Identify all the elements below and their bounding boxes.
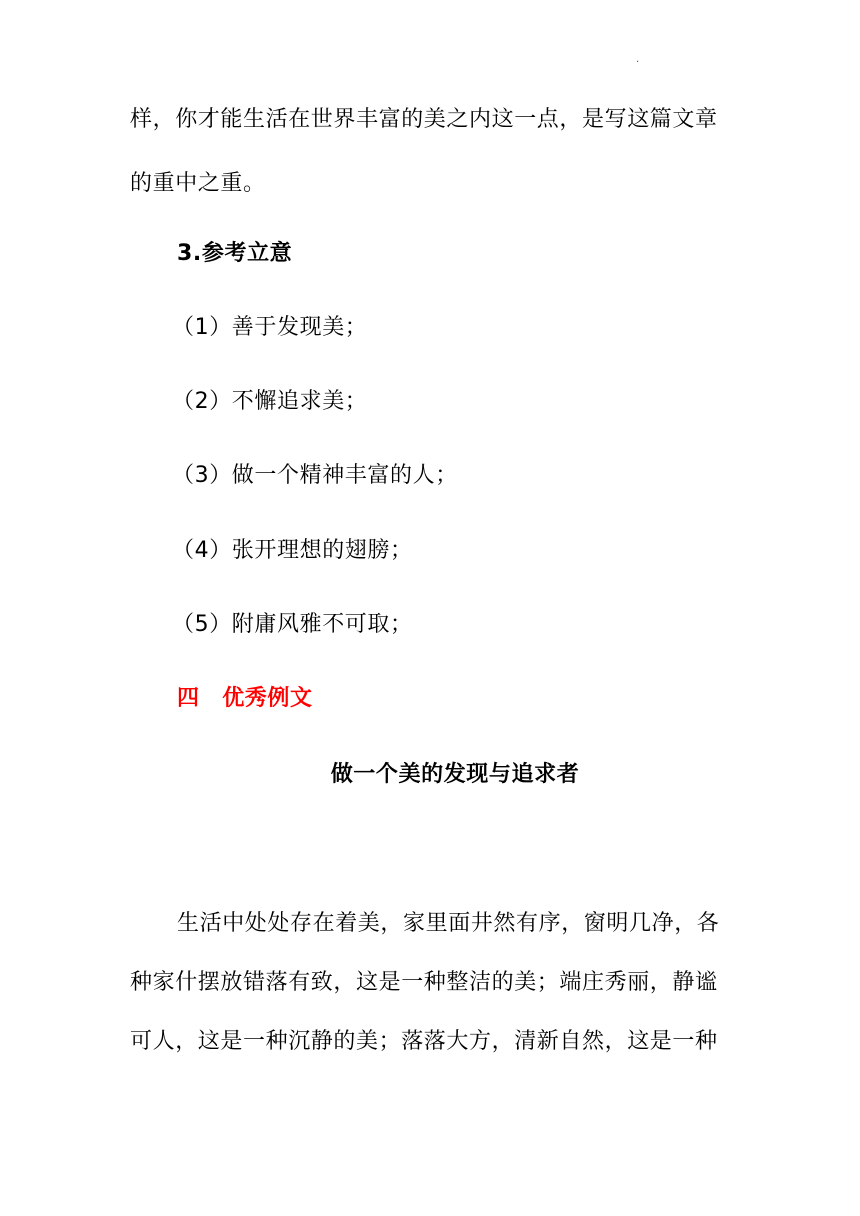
list-item: （2）不懈追求美； — [172, 389, 368, 414]
list-item: （4）张开理想的翅膀； — [172, 538, 413, 563]
paragraph-continued-line-1: 样，你才能生活在世界丰富的美之内这一点，是写这篇文章 — [130, 107, 718, 132]
section-heading-excellent-essay: 四 优秀例文 — [177, 686, 313, 711]
list-item: （3）做一个精神丰富的人； — [172, 463, 458, 488]
essay-paragraph-line-1: 生活中处处存在着美，家里面井然有序，窗明几净，各 — [177, 911, 720, 936]
essay-title: 做一个美的发现与追求者 — [330, 762, 580, 787]
essay-paragraph-line-2: 种家什摆放错落有致，这是一种整洁的美；端庄秀丽，静谧 — [130, 970, 718, 995]
list-item: （5）附庸风雅不可取； — [172, 612, 413, 637]
paragraph-continued-line-2: 的重中之重。 — [130, 171, 266, 196]
section-heading-reference-ideas: 3.参考立意 — [177, 241, 293, 266]
page-mark: · — [636, 57, 640, 68]
essay-paragraph-line-3: 可人，这是一种沉静的美；落落大方，清新自然，这是一种 — [130, 1029, 718, 1054]
list-item: （1）善于发现美； — [172, 315, 368, 340]
